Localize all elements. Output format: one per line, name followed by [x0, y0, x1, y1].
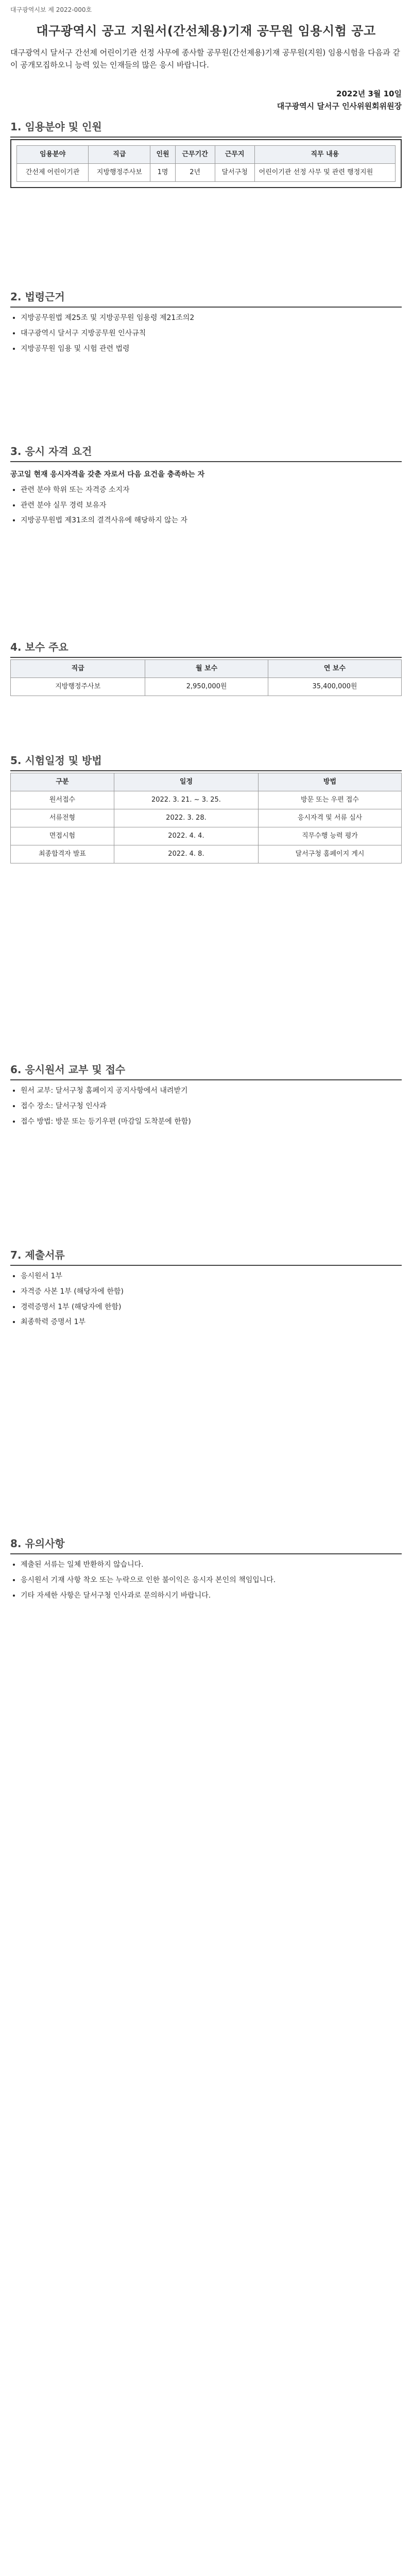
salary-header-0: 직급: [11, 660, 145, 678]
documents-list: [10, 1270, 402, 1329]
list-item: • 접수 장소: 달서구청 인사과: [21, 1100, 402, 1113]
doc-date: 2022년 3월 10일: [336, 89, 402, 98]
list-item: • 응시원서 1부: [21, 1270, 402, 1283]
section-8-content: [10, 1556, 402, 1605]
section-3-content: [10, 464, 402, 530]
list-item: • 응시원서 기재 사항 착오 또는 누락으로 인한 불이익은 응시자 본인의 책임입니다.: [21, 1574, 402, 1587]
schedule-header-1: 일정: [114, 773, 258, 791]
schedule-header-2: 방법: [258, 773, 401, 791]
schedule-cell: 서류전형: [11, 809, 114, 827]
doc-title: 대구광역시 공고 지원서(간선체용)기재 공무원 임용시험 공고: [36, 24, 376, 38]
section-7-content: [10, 1267, 402, 1332]
intro-paragraph: 대구광역시 달서구 간선제 어린이기관 선정 사무에 종사할 공무원(간선제용)기재 공무원(지원) 임용시험을 다음과 같이 공개모집하오니 능력 있는 인재들의 많은 응시 바랍니다.: [10, 48, 400, 70]
salary-cell: 35,400,000원: [268, 678, 401, 696]
list-item: • 지방공무원법 제31조의 결격사유에 해당하지 않는 자: [21, 515, 402, 527]
position-cell: 지방행정주사보: [89, 164, 150, 182]
section-8-title: 8. 유의사항: [10, 1535, 402, 1554]
position-cell: 어린이기관 선정 사무 및 관련 행정지원: [254, 164, 395, 182]
position-header-1: 직급: [89, 146, 150, 164]
position-cell: 1명: [150, 164, 175, 182]
section-6-content: [10, 1082, 402, 1131]
schedule-cell: 직무수행 능력 평가: [258, 827, 401, 845]
position-header-0: 임용분야: [17, 146, 89, 164]
list-item: • 원서 교부: 달서구청 홈페이지 공지사항에서 내려받기: [21, 1085, 402, 1097]
schedule-cell: 방문 또는 우편 접수: [258, 791, 401, 809]
salary-cell: 지방행정주사보: [11, 678, 145, 696]
section-5-content: [10, 773, 402, 863]
list-item: • 지방공무원법 제25조 및 지방공무원 임용령 제21조의2: [21, 312, 402, 325]
list-item: • 대구광역시 달서구 지방공무원 인사규칙: [21, 328, 402, 340]
table-row: [17, 164, 396, 182]
section-5-title: 5. 시험일정 및 방법: [10, 752, 402, 771]
table-row: [11, 845, 402, 863]
doc-agency: 대구광역시 달서구 인사위원회위원장: [277, 101, 402, 111]
table-row: [11, 809, 402, 827]
header-note: 대구광역시보 제 2022-000호: [10, 6, 92, 13]
salary-cell: 2,950,000원: [145, 678, 268, 696]
schedule-cell: 원서접수: [11, 791, 114, 809]
position-header-3: 근무기간: [175, 146, 215, 164]
section-1-title: 1. 임용분야 및 인원: [10, 118, 402, 138]
schedule-cell: 응시자격 및 서류 심사: [258, 809, 401, 827]
title-wrap: [10, 21, 402, 39]
qualification-list: [10, 484, 402, 527]
section-6-title: 6. 응시원서 교부 및 접수: [10, 1061, 402, 1080]
table-row: [11, 791, 402, 809]
position-header-5: 직무 내용: [254, 146, 395, 164]
list-item: • 기타 자세한 사항은 달서구청 인사과로 문의하시기 바랍니다.: [21, 1590, 402, 1602]
qualification-intro: 공고일 현재 응시자격을 갖춘 자로서 다음 요건을 충족하는 자: [10, 470, 205, 479]
schedule-cell: 2022. 3. 21. ~ 3. 25.: [114, 791, 258, 809]
section-7-title: 7. 제출서류: [10, 1247, 402, 1266]
list-item: • 관련 분야 실무 경력 보유자: [21, 500, 402, 512]
list-item: • 자격증 사본 1부 (해당자에 한함): [21, 1286, 402, 1298]
position-table-box: [10, 139, 402, 188]
salary-header-1: 월 보수: [145, 660, 268, 678]
position-table-header-row: [17, 146, 396, 164]
schedule-cell: 최종합격자 발표: [11, 845, 114, 863]
law-list: [10, 312, 402, 355]
table-row: [11, 827, 402, 845]
position-header-4: 근무지: [215, 146, 254, 164]
salary-header-2: 연 보수: [268, 660, 401, 678]
section-2-title: 2. 법령근거: [10, 289, 402, 308]
list-item: • 지방공무원 임용 및 시험 관련 법령: [21, 343, 402, 355]
position-cell: 2년: [175, 164, 215, 182]
section-3-title: 3. 응시 자격 요건: [10, 443, 402, 462]
schedule-cell: 2022. 4. 8.: [114, 845, 258, 863]
section-1-content: [10, 139, 402, 188]
position-header-2: 인원: [150, 146, 175, 164]
salary-table-header-row: [11, 660, 402, 678]
position-cell: 간선제 어린이기관: [17, 164, 89, 182]
list-item: • 제출된 서류는 일체 반환하지 않습니다.: [21, 1559, 402, 1571]
table-row: [11, 678, 402, 696]
list-item: • 접수 방법: 방문 또는 등기우편 (마감일 도착분에 한함): [21, 1116, 402, 1128]
position-cell: 달서구청: [215, 164, 254, 182]
schedule-header-0: 구분: [11, 773, 114, 791]
schedule-table-header-row: [11, 773, 402, 791]
schedule-table: [10, 773, 402, 863]
list-item: • 관련 분야 학위 또는 자격증 소지자: [21, 484, 402, 497]
date-agency: [277, 88, 402, 112]
schedule-cell: 면접시험: [11, 827, 114, 845]
list-item: • 최종학력 증명서 1부: [21, 1316, 402, 1329]
schedule-cell: 2022. 4. 4.: [114, 827, 258, 845]
section-2-content: [10, 309, 402, 358]
application-list: [10, 1085, 402, 1128]
position-table: [16, 145, 396, 182]
section-4-title: 4. 보수 주요: [10, 639, 402, 658]
list-item: • 경력증명서 1부 (해당자에 한함): [21, 1301, 402, 1314]
schedule-cell: 달서구청 홈페이지 게시: [258, 845, 401, 863]
notes-list: [10, 1559, 402, 1602]
salary-table: [10, 659, 402, 696]
schedule-cell: 2022. 3. 28.: [114, 809, 258, 827]
section-4-content: [10, 659, 402, 696]
document-spacer: [10, 1700, 402, 2318]
